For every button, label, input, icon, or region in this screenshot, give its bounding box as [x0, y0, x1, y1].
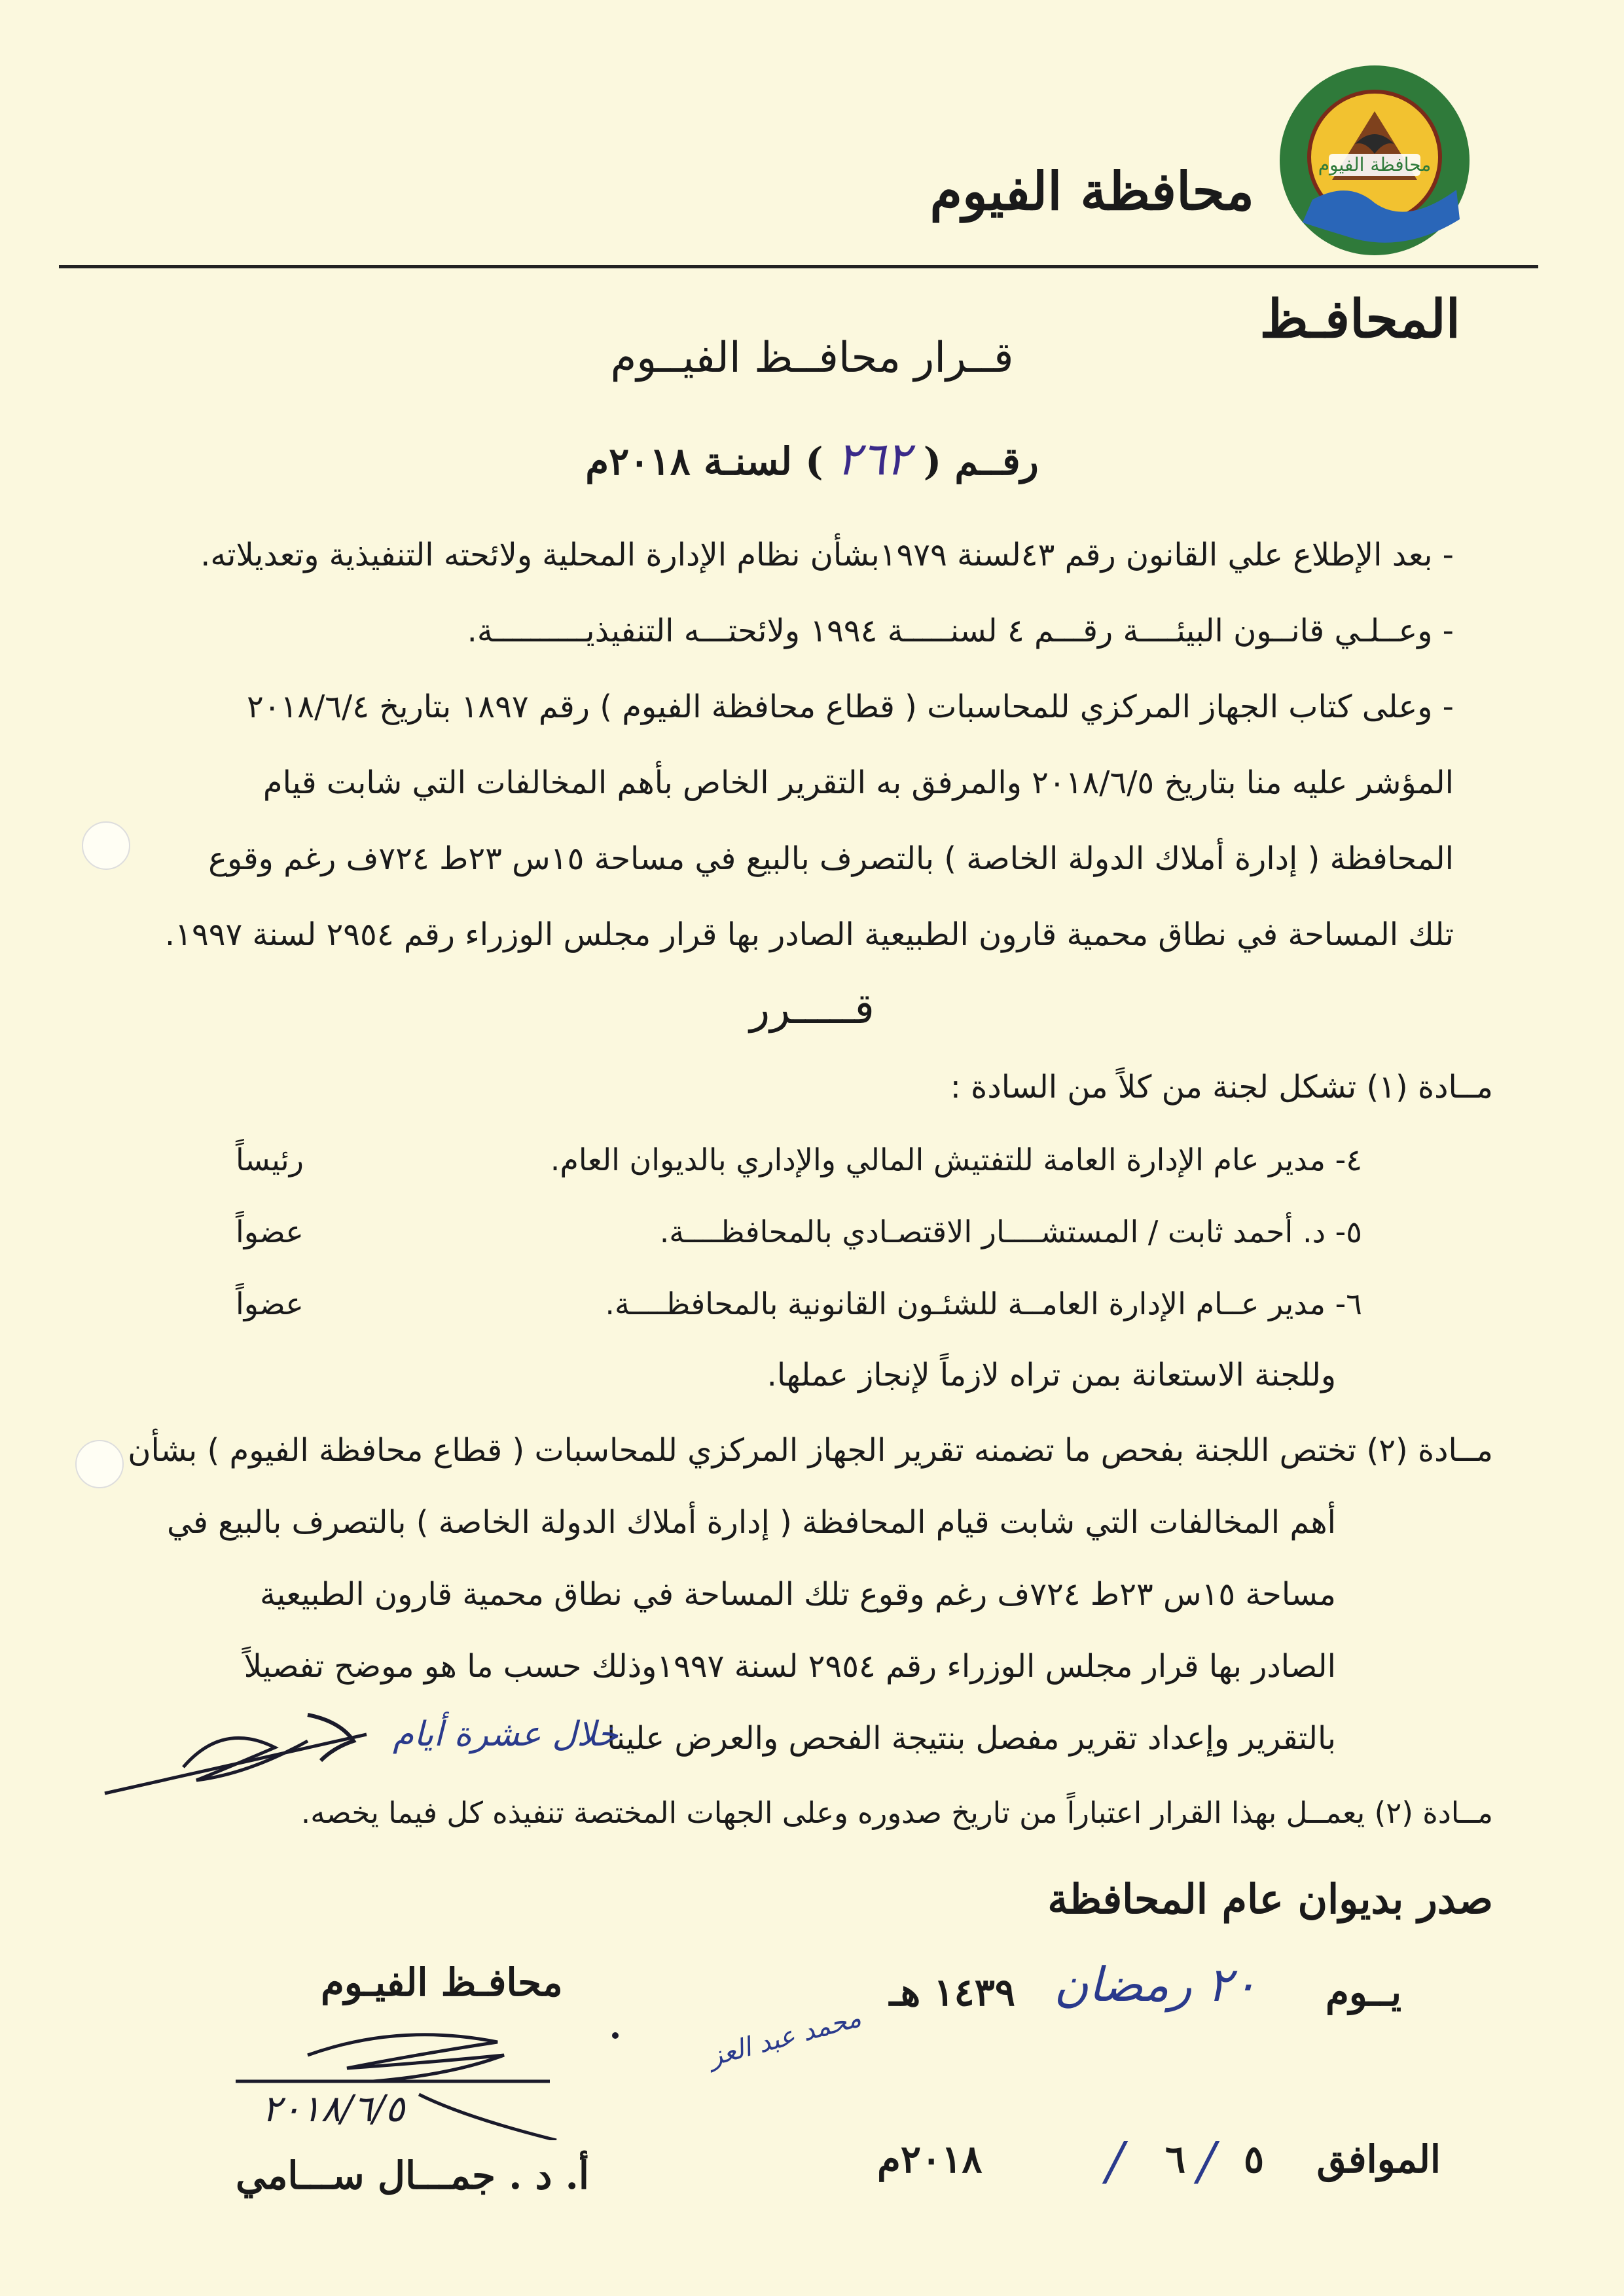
article3: مــادة (٢) يعمــل بهذا القرار اعتباراً من تاريخ صدوره وعلى الجهات المختصة تنفيذه كل فيما يخصه.	[300, 1795, 1493, 1830]
greg-year: ٢٠١٨م	[877, 2137, 983, 2181]
decision-number-handwritten: ٢٦٢	[836, 432, 911, 486]
date-slash-icon: /	[1198, 2130, 1216, 2191]
decision-number-prefix: رقــم (	[923, 439, 1039, 484]
member-line: ٤- مدير عام الإدارة العامة للتفتيش المالي والإداري بالديوان العام.	[550, 1142, 1362, 1177]
member-role: عضواً	[236, 1286, 304, 1321]
member-role: رئيساً	[236, 1142, 304, 1177]
day-handwritten: ٢٠ رمضان	[1054, 1957, 1257, 2012]
decision-title: قــرار محافــظ الفيــوم	[610, 334, 1014, 382]
member-role: عضواً	[236, 1214, 304, 1249]
article1-intro: مــادة (١) تشكل لجنة من كلاً من السادة :	[950, 1069, 1493, 1105]
governor-name: أ. د . جمـــال ســـامي	[236, 2153, 589, 2198]
governorate-logo	[1276, 62, 1473, 259]
member-line: ٦- مدير عــام الإدارة العامــة للشئـون القانونية بالمحافظــــة.	[605, 1286, 1362, 1321]
article2-line: الصادر بها قرار مجلس الوزراء رقم ٢٩٥٤ لسنة ١٩٩٧وذلك حسب ما هو موضح تفصيلاً	[244, 1648, 1336, 1685]
greg-day: ٥	[1244, 2137, 1265, 2181]
governorate-title: محافظة الفيوم	[929, 160, 1254, 222]
article2-line: أهم المخالفات التي شابت قيام المحافظة ( إدارة أملاك الدولة الخاصة ) بالتصرف بالبيع في	[166, 1504, 1336, 1541]
initial-signature	[92, 1695, 393, 1800]
office-heading: المحافـظ	[1259, 288, 1460, 350]
corresponding-label: الموافق	[1316, 2137, 1441, 2181]
article2-line: بالتقرير وإعداد تقرير مفصل بنتيجة الفحص والعرض علينا	[606, 1720, 1336, 1757]
preamble-line: المؤشر عليه منا بتاريخ ٢٠١٨/٦/٥ والمرفق به التقرير الخاص بأهم المخالفات التي شابت قيام	[262, 764, 1454, 801]
day-label: يــوم	[1326, 1970, 1401, 2015]
decision-number-suffix: ) لسنـة ٢٠١٨م	[585, 439, 823, 484]
logo-text: محافظة الفيوم	[1318, 154, 1432, 175]
article2-line: مــادة (٢) تختص اللجنة بفحص ما تضمنه تقرير الجهاز المركزي للمحاسبات ( قطاع محافظة الفيوم ) بشأن	[128, 1432, 1493, 1469]
preamble-line: - وعلى كتاب الجهاز المركزي للمحاسبات ( قطاع محافظة الفيوم ) رقم ١٨٩٧ بتاريخ ٢٠١٨/٦/٤	[246, 689, 1454, 725]
hijri-year: ١٤٣٩ هـ	[889, 1970, 1015, 2015]
member-line: ٥- د. أحمد ثابت / المستشــــار الاقتصـادي بالمحافظــــة.	[659, 1214, 1362, 1249]
preamble-line: المحافظة ( إدارة أملاك الدولة الخاصة ) بالتصرف بالبيع في مساحة ١٥س ٢٣ط ٧٢٤ف رغم وقوع	[208, 840, 1454, 877]
date-slash-icon: /	[1106, 2130, 1124, 2191]
article1-closing: وللجنة الاستعانة بمن تراه لازماً لإنجاز عملها.	[767, 1357, 1336, 1393]
preamble-line: - وعــلـي قانــون البيئــــة رقـــم ٤ لسنـــــة ١٩٩٤ ولائحتـــه التنفيذيــــــــــة.	[467, 613, 1454, 649]
greg-month: ٦	[1165, 2137, 1186, 2181]
qarar-heading: قـــــرر	[749, 985, 875, 1033]
governor-title: محافـظ الفيـوم	[321, 1960, 563, 2005]
preamble-line: تلك المساحة في نطاق محمية قارون الطبيعية الصادر بها قرار مجلس الوزراء رقم ٢٩٥٤ لسنة ١٩٩٧.	[164, 916, 1454, 953]
handwritten-note: خلال عشرة أيام	[393, 1715, 619, 1754]
preamble	[138, 517, 1454, 973]
article2-line: مساحة ١٥س ٢٣ط ٧٢٤ف رغم وقوع تلك المساحة في نطاق محمية قارون الطبيعية	[259, 1576, 1336, 1613]
issued-line: صدر بديوان عام المحافظة	[1047, 1875, 1493, 1923]
preamble-line: - بعد الإطلاع علي القانون رقم ٤٣لسنة ١٩٧٩بشأن نظام الإدارة المحلية ولائحته التنفيذية وتعديلاته.	[200, 537, 1454, 573]
governor-handwritten-date: ٢٠١٨/٦/٥	[262, 2088, 405, 2130]
clerk-initials: محمد عبد العز	[706, 2002, 865, 2073]
punch-hole	[82, 821, 130, 870]
decision-number	[0, 432, 1624, 486]
header-divider	[59, 265, 1538, 268]
punch-hole	[75, 1440, 124, 1488]
